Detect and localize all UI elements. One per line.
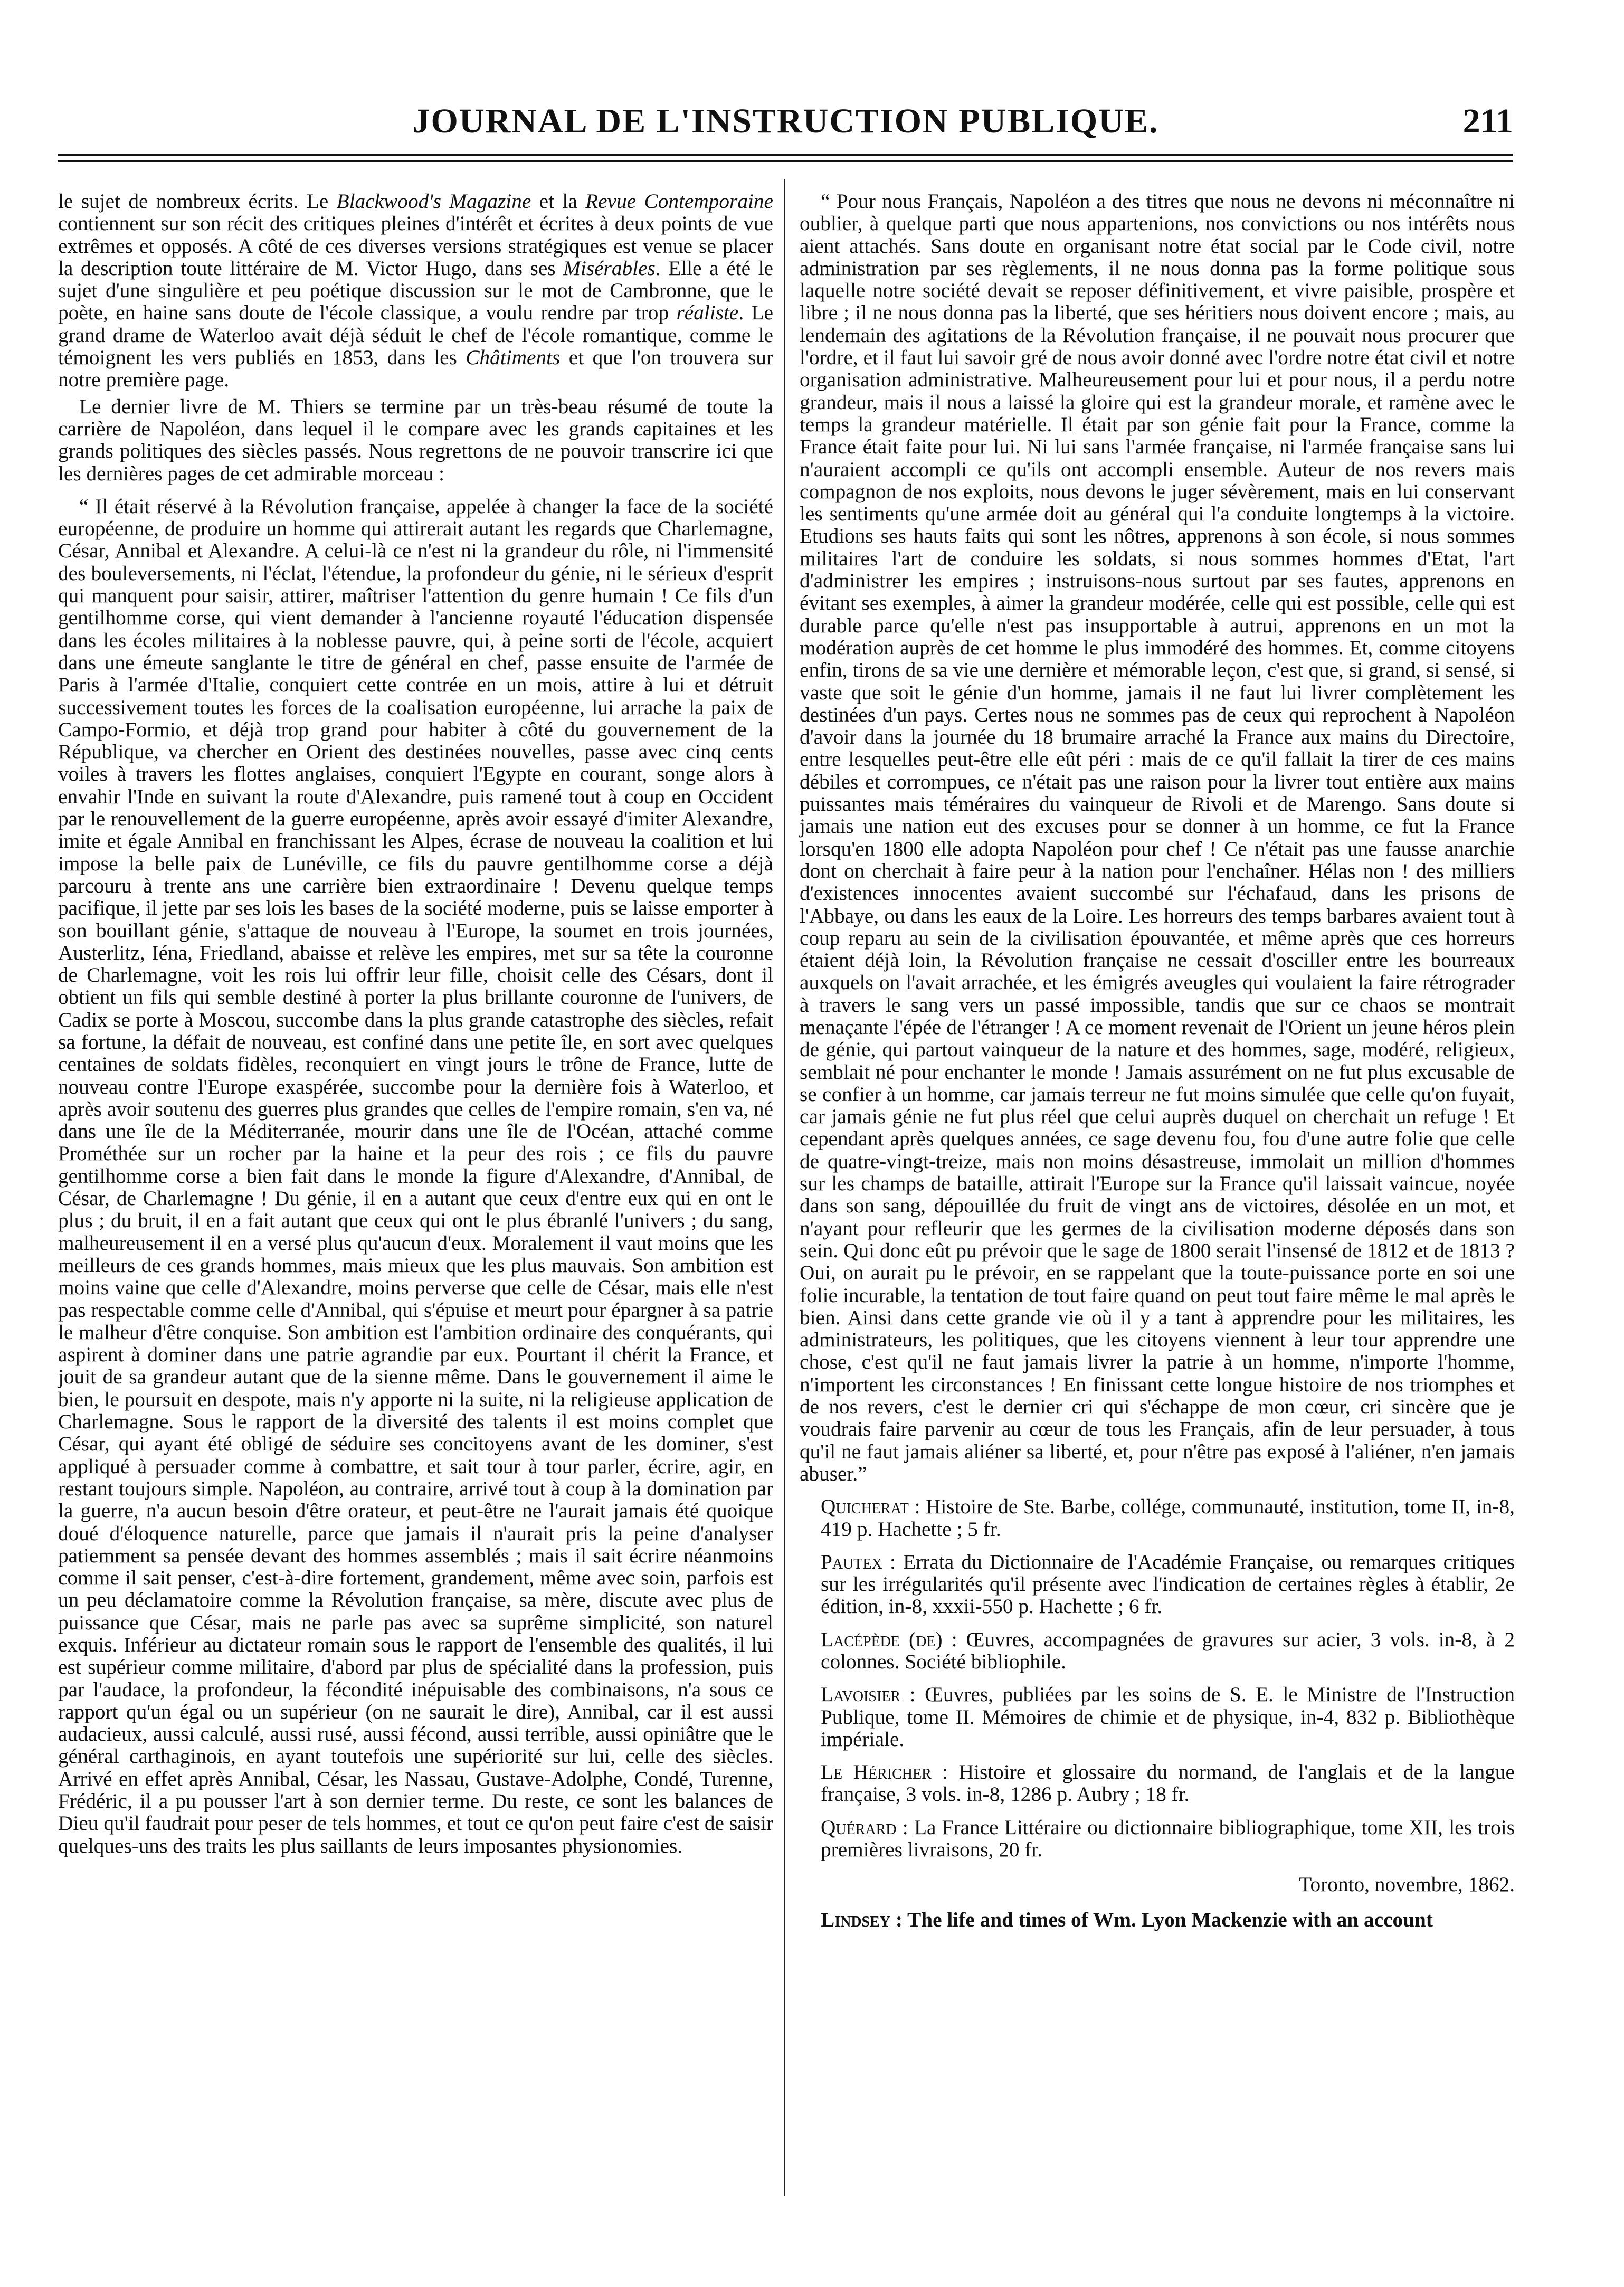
place-date: Toronto, novembre, 1862.: [1299, 1873, 1515, 1896]
entry-author: Quicherat: [821, 1495, 909, 1519]
paragraph-waterloo-writings: [58, 190, 773, 391]
paragraph-thiers-quote-1: “ Il était réservé à la Révolution française, appelée à changer la face de la société européenne, de produire un homme qui attirerait autant les regards que Charlemagne, César, Annibal et Alexandre. A celui-là ce n'est ni la grandeur du rôle, ni l'immensité des bouleversements, ni l'éclat, l'étendue, la profondeur du génie, ni le sérieux d'esprit qui manquent pour saisir, attirer, maîtriser l'attention du genre humain ! Ce fils d'un gentilhomme corse, qui vient demander à l'ancienne royauté l'éducation dispensée dans les écoles militaires à la noblesse pauvre, qui, à peine sorti de l'école, acquiert dans une émeute sanglante le titre de général en chef, passe ensuite de l'armée de Paris à l'armée d'Italie, conquiert cette contrée en un mois, attire à lui et détruit successivement toutes les forces de la coalisation européenne, lui arrache la paix de Campo-Formio, et déjà trop grand pour habiter à côté du gouvernement de la République, va chercher en Orient des destinées nouvelles, passe avec cinq cents voiles à travers les flottes anglaises, conquiert l'Egypte en courant, songe alors à envahir l'Inde en suivant la route d'Alexandre, puis ramené tout à coup en Occident par le renouvellement de la guerre européenne, après avoir essayé d'imiter Alexandre, imite et égale Annibal en franchissant les Alpes, écrase de nouveau la coalition et lui impose la belle paix de Lunéville, ce fils du pauvre gentilhomme corse a déjà parcouru à trente ans une carrière bien extraordinaire ! Devenu quelque temps pacifique, il jette par ses lois les bases de la société moderne, puis se laisse emporter à son bouillant génie, s'attaque de nouveau à l'Europe, la soumet en trois journées, Austerlitz, Iéna, Friedland, abaisse et relève les empires, met sur sa tête la couronne de Charlemagne, voit les rois lui offrir leur fille, choisit celle des Césars, dont il obtient un fils qui semble destiné à porter la plus brillante couronne de l'univers, de Cadix se porte à Moscou, succombe dans la plus grande catastrophe des siècles, refait sa fortune, la défait de nouveau, est confiné dans une petite île, en sort avec quelques centaines de soldats fidèles, reconquiert en vingt jours le trône de France, lutte de nouveau contre l'Europe exaspérée, succombe pour la dernière fois à Waterloo, et après avoir soutenu des guerres plus grandes que celles de l'empire romain, s'en va, né dans une île de la Méditerranée, mourir dans une île de l'Océan, attaché comme Prométhée sur un rocher par la haine et la peur des rois ; ce fils du pauvre gentilhomme corse a bien fait dans le monde la figure d'Alexandre, d'Annibal, de César, de Charlemagne ! Du génie, il en a autant que ceux d'entre eux qui en ont le plus ; du bruit, il en a fait autant que ceux qui ont le plus ébranlé l'univers ; du sang, malheureusement il en a versé plus qu'aucun d'eux. Moralement il vaut moins que les meilleurs de ces grands hommes, mais mieux que les plus mauvais. Son ambition est moins vaine que celle d'Alexandre, moins perverse que celle de César, mais elle n'est pas respectable comme celle d'Annibal, qui s'épuise et meurt pour épargner à sa patrie le malheur d'être conquise. Son ambition est l'ambition ordinaire des conquérants, qui aspirent à dominer dans une patrie agrandie par eux. Pourtant il chérit la France, et jouit de sa grandeur autant que de la sienne même. Dans le gouvernement il aime le bien, le poursuit en despote, mais n'y apporte ni la suite, ni la religieuse application de Charlemagne. Sous le rapport de la diversité des talents il est moins complet que César, qui ayant été obligé de séduire ses concitoyens avant de les dominer, s'est appliqué à persuader comme à combattre, et sait tour à tour parler, écrire, agir, en restant toujours simple. Napoléon, au contraire, arrivé tout à coup à la domination par la guerre, n'a aucun besoin d'être orateur, et peut-être ne l'aurait jamais été quoique doué d'éloquence naturelle, parce que jamais il n'aurait pris la peine d'analyser patiemment sa pensée devant des hommes assemblés ; mais il sait écrire néanmoins comme il sait penser, c'est-à-dire fortement, grandement, même avec soin, parfois est un peu déclamatoire comme la Révolution française, sa mère, discute avec plus de puissance que César, mais ne parle pas avec sa suprême simplicité, son naturel exquis. Inférieur au dictateur romain sous le rapport de l'ensemble des qualités, il lui est supérieur comme militaire, d'abord par plus de spécialité dans la profession, puis par l'audace, la profondeur, la fécondité inépuisable des combinaisons, n'a sous ce rapport qu'un égal ou un supérieur (on ne saurait le dire), Annibal, car il est aussi audacieux, aussi calculé, aussi rusé, aussi fécond, aussi terrible, aussi opiniâtre que le général carthaginois, en ayant toutefois une supériorité sur lui, celle des siècles. Arrivé en effet après Annibal, César, les Nassau, Gustave-Adolphe, Condé, Turenne, Frédéric, il a pu pousser l'art à son dernier terme. Du reste, ce sont les balances de Dieu qu'il faudrait pour peser de tels hommes, et tout ce qu'on peut faire c'est de saisir quelques-uns des traits les plus saillants de leurs imposantes physionomies.: [58, 494, 773, 1857]
paragraph-thiers-quote-2: “ Pour nous Français, Napoléon a des titres que nous ne devons ni méconnaître ni oublier, à quelque parti que nous appartenions, nos convictions ou nos intérêts nous aient attachés. Sans doute en organisant notre état social par le Code civil, notre administration par ses règlements, il ne nous donna pas la forme politique sous laquelle notre société devait se reposer définitivement, et vivre paisible, prospère et libre ; il ne nous donna pas la liberté, que ses héritiers nous doivent encore ; mais, au lendemain des agitations de la Révolution française, il ne pouvait nous procurer que l'ordre, et il faut lui savoir gré de nous avoir donné avec l'ordre notre état civil et notre organisation administrative. Malheureusement pour lui et pour nous, il a perdu notre grandeur, mais il nous a laissé la gloire qui est la grandeur morale, et ramène avec le temps la grandeur matérielle. Il était par son génie fait pour la France, comme la France était faite pour lui. Ni lui sans l'armée française, ni l'armée française sans lui n'auraient accompli ce qu'ils ont accompli ensemble. Auteur de nos revers mais compagnon de nos exploits, nous devons le juger sévèrement, mais en lui conservant les sentiments qu'une armée doit au général qui l'a conduite longtemps à la victoire. Etudions ses hauts faits qui sont les nôtres, apprenons à son école, si nous sommes militaires l'art de conduire les soldats, si nous sommes hommes d'Etat, l'art d'administrer les empires ; instruisons-nous surtout par ses fautes, apprenons en évitant ses exemples, à aimer la grandeur modérée, celle qui est possible, celle qui est durable parce qu'elle n'est pas insupportable à autrui, apprenons en un mot la modération auprès de cet homme le plus immodéré des hommes. Et, comme citoyens enfin, tirons de sa vie une dernière et mémorable leçon, c'est que, si grand, si sensé, si vaste que soit le génie d'un homme, jamais il ne faut lui livrer complètement les destinées d'un pays. Certes nous ne sommes pas de ceux qui reprochent à Napoléon d'avoir dans la journée du 18 brumaire arraché la France aux mains du Directoire, entre lesquelles peut-être elle eût péri : mais de ce qu'il fallait la tirer de ces mains débiles et corrompues, ce n'était pas une raison pour la livrer tout entière aux mains puissantes mais téméraires du vainqueur de Rivoli et de Marengo. Sans doute si jamais une nation eut des excuses pour se donner à un homme, ce fut la France lorsqu'en 1800 elle adopta Napoléon pour chef ! Ce n'était pas une fausse anarchie dont on cherchait à faire peur à la nation pour l'enchaîner. Hélas non ! des milliers d'existences innocentes avaient succombé sur l'échafaud, dans les prisons de l'Abbaye, ou dans les eaux de la Loire. Les horreurs des temps barbares avaient tout à coup reparu au sein de la civilisation épouvantée, et même après que ces horreurs étaient déjà loin, la Révolution française ne cessait d'osciller entre les bourreaux auxquels on l'avait arrachée, et les émigrés aveugles qui voulaient la faire rétrograder à travers le sang vers un passé impossible, tandis que sur ce chaos se montrait menaçante l'épée de l'étranger ! A ce moment revenait de l'Orient un jeune héros plein de génie, qui partout vainqueur de la nature et des hommes, sage, modéré, religieux, semblait né pour enchanter le monde ! Jamais assurément on ne fut plus excusable de se confier à un homme, car jamais terreur ne fut moins simulée que celle qu'on fuyait, car jamais génie ne fut plus réel que celui auprès duquel on cherchait un refuge ! Et cependant après quelques années, ce sage devenu fou, fou d'une autre folie que celle de quatre-vingt-treize, mais non moins désastreuse, immolait un million d'hommes sur les champs de bataille, attirait l'Europe sur la France qu'il laissait vaincue, noyée dans son sang, dépouillée du fruit de vingt ans de victoires, désolée en un mot, et n'ayant pour refleurir que les germes de la civilisation moderne déposés dans son sein. Qui donc eût pu prévoir que le sage de 1800 serait l'insensé de 1812 et de 1813 ? Oui, on aurait pu le prévoir, en se rappelant que la toute-puissance porte en soi une folie incurable, la tentation de tout faire quand on peut tout faire même le mal après le bien. Ainsi dans cette grande vie où il y a tant à apprendre pour les militaires, les administrateurs, les politiques, que les citoyens viennent à leur tour apprendre une chose, c'est qu'il ne faut jamais livrer la patrie à un homme, n'importe l'homme, n'importent les circonstances ! En finissant cette longue histoire de nos triomphes et de nos revers, c'est le dernier cri qui s'échappe de mon cœur, cri sincère que je voudrais faire parvenir au cœur de tous les Français, afin de leur persuader, à tous qu'il ne faut jamais aliéner sa liberté, et, pour n'être pas exposé à l'aliéner, n'en jamais abuser.”: [800, 189, 1515, 1485]
column-divider: [784, 179, 785, 2196]
bibliography-entry-final: [800, 1909, 1515, 1931]
bibliography-entry: [800, 1761, 1515, 1806]
text-run: et que l'on trouvera sur notre première page.: [58, 346, 773, 392]
entry-text: : Errata du Dictionnaire de l'Académie Française, ou remarques critiques sur les irrégularités qu'il présente avec l'indication de certaines règles à établir, 2e édition, in-8, xxxii-550 p. Hachette ; 6 fr.: [821, 1550, 1515, 1618]
entry-author: Lavoisier: [821, 1683, 901, 1706]
entry-text: : La France Littéraire ou dictionnaire bibliographique, tome XII, les trois premières livraisons, 20 fr.: [821, 1815, 1515, 1862]
title-miserables: Misérables: [563, 256, 656, 280]
text-run: le sujet de nombreux écrits. Le: [58, 189, 337, 213]
entry-text: : The life and times of Wm. Lyon Mackenzie with an account: [890, 1908, 1433, 1931]
entry-author: Le Héricher: [821, 1760, 932, 1784]
text-run: contiennent sur son récit des critiques pleines d'intérêt et écrites à deux points de vue extrêmes et opposés. A côté de ces diverses versions stratégiques est venue se placer la description toute littéraire de M. Victor Hugo, dans ses: [58, 212, 773, 280]
text-run: . Le grand drame de Waterloo avait déjà séduit le chef de l'école romantique, comme le témoignent les vers publiés en 1853, dans les: [58, 301, 773, 369]
entry-text: : Histoire de Ste. Barbe, collége, communauté, institution, tome II, in-8, 419 p. Hachette ; 5 fr.: [821, 1495, 1515, 1541]
bibliography-entry: [800, 1551, 1515, 1618]
title-revue-contemporaine: Revue Contemporaine: [585, 189, 773, 213]
bibliography-entry: [800, 1683, 1515, 1750]
entry-author: Lacépède (de): [821, 1627, 943, 1651]
page-header: [58, 100, 1513, 148]
title-blackwoods: Blackwood's Magazine: [336, 189, 531, 213]
word-realiste: réaliste: [676, 301, 739, 325]
journal-title: JOURNAL DE L'INSTRUCTION PUBLIQUE.: [412, 102, 1159, 140]
bibliography-entry: [800, 1816, 1515, 1861]
entry-text: : Œuvres, accompagnées de gravures sur acier, 3 vols. in-8, à 2 colonnes. Société bibliophile.: [821, 1627, 1515, 1673]
bibliography-entry: [800, 1628, 1515, 1673]
header-rule-thick: [58, 154, 1513, 156]
entry-author: Quérard: [821, 1815, 897, 1839]
text-run: et la: [531, 189, 586, 213]
page-number: 211: [1462, 102, 1513, 140]
entry-author: Lindsey: [821, 1908, 891, 1931]
header-rule-thin: [58, 160, 1513, 162]
entry-text: : Œuvres, publiées par les soins de S. E. le Ministre de l'Instruction Publique, tome II. Mémoires de chimie et de physique, in-4, 832 p. Bibliothèque impériale.: [821, 1683, 1515, 1751]
entry-author: Pautex: [821, 1550, 882, 1573]
left-column: [58, 190, 773, 1861]
entry-text: : Histoire et glossaire du normand, de l'anglais et de la langue française, 3 vols. in-8, 1286 p. Aubry ; 18 fr.: [821, 1760, 1515, 1806]
paragraph-thiers-intro: Le dernier livre de M. Thiers se termine par un très-beau résumé de toute la carrière de Napoléon, dans lequel il le compare avec les grands capitaines et les grands politiques des siècles passés. Nous regrettons de ne pouvoir transcrire ici que les dernières pages de cet admirable morceau :: [58, 394, 773, 485]
text-run: . Elle a été le sujet d'une singulière et peu poétique discussion sur le mot de Cambronne, que le poète, en haine sans doute de l'école classique, a voulu rendre par trop: [58, 256, 773, 325]
title-chatiments: Châtiments: [466, 346, 561, 369]
bibliography-entry: [800, 1495, 1515, 1540]
right-column: [800, 190, 1515, 1935]
